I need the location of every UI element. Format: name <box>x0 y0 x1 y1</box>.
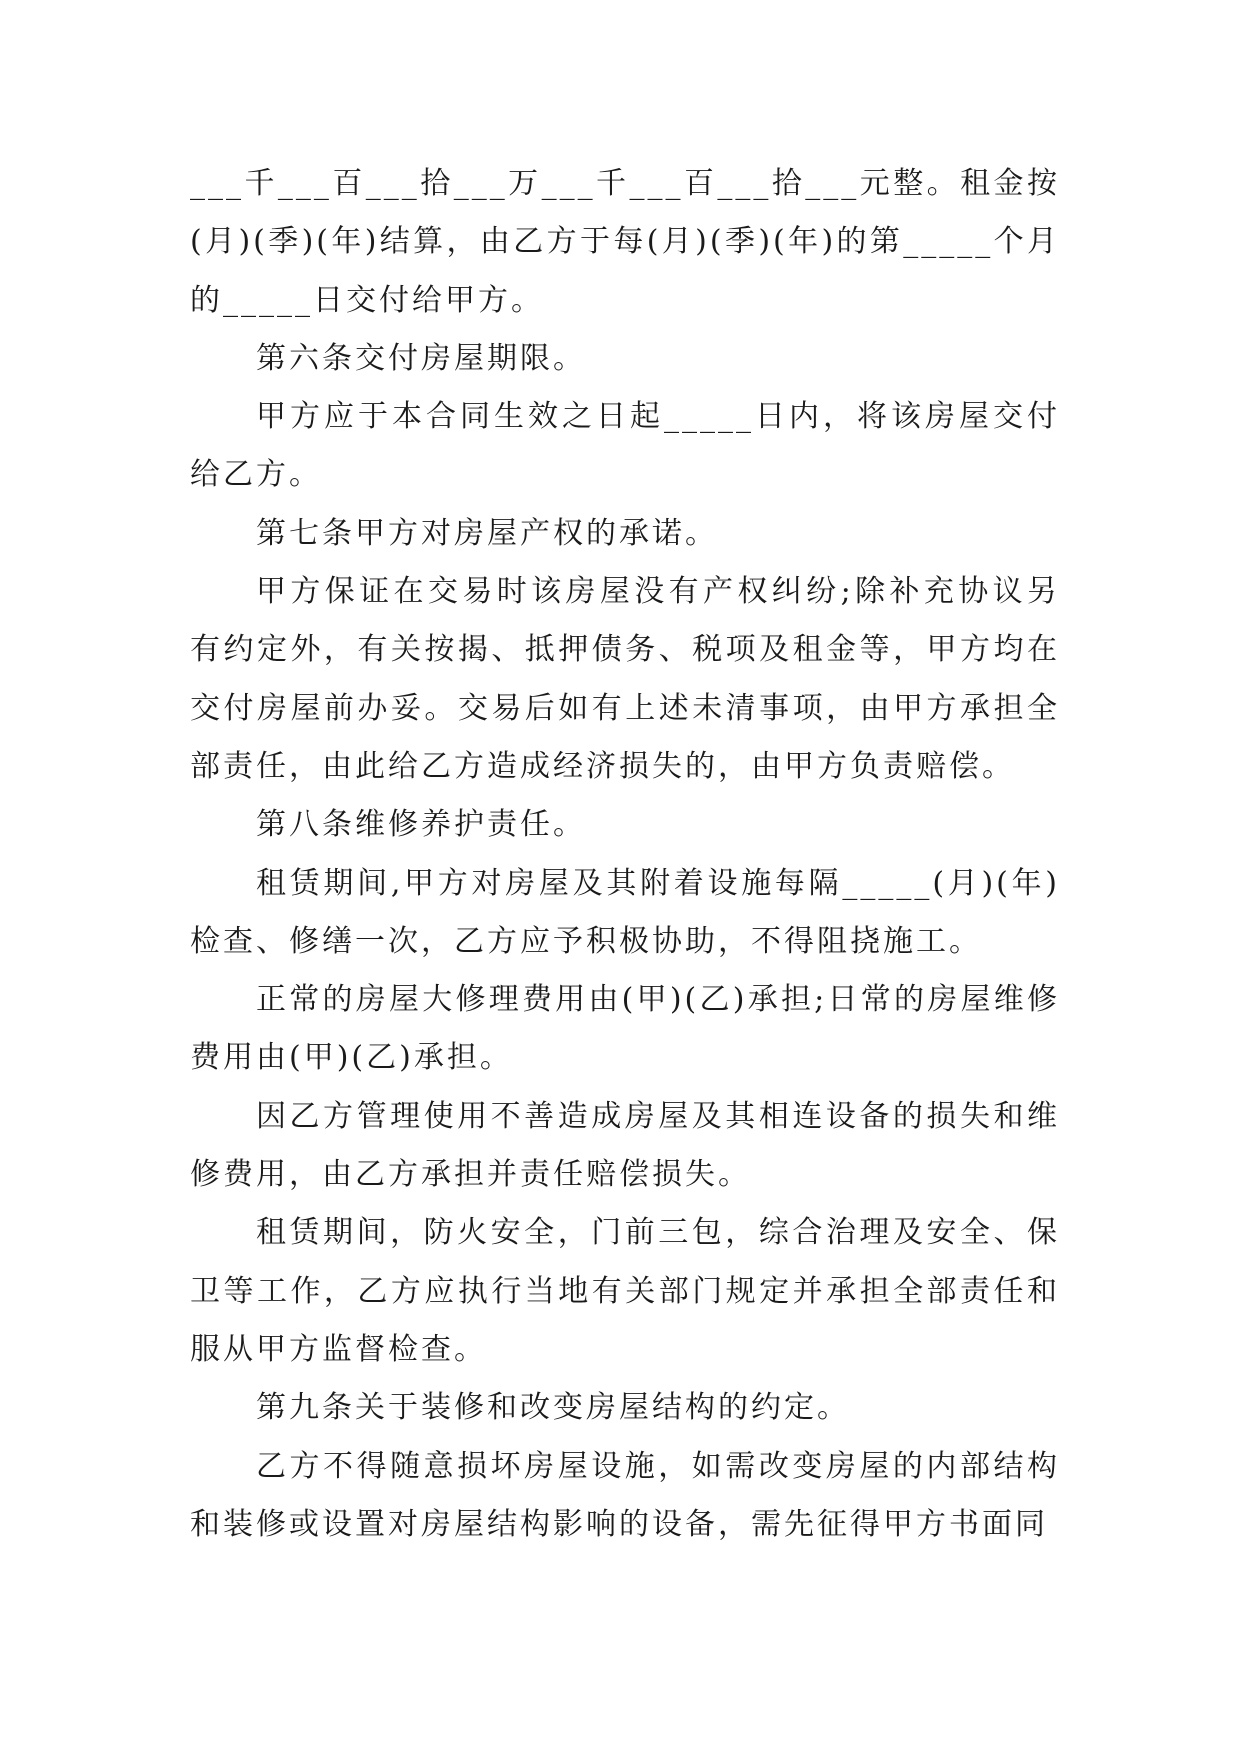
paragraph-delivery-deadline: 甲方应于本合同生效之日起_____日内，将该房屋交付给乙方。 <box>190 399 1060 493</box>
heading-article-9: 第九条关于装修和改变房屋结构的约定。 <box>256 1390 850 1426</box>
paragraph-safety-duties: 租赁期间，防火安全，门前三包，综合治理及安全、保卫等工作，乙方应执行当地有关部门规定并承担全部责任和服从甲方监督检查。 <box>190 1215 1060 1367</box>
paragraph-rent-payment: ___千___百___拾___万___千___百___拾___元整。租金按(月)(季)(年)结算，由乙方于每(月)(季)(年)的第_____个月的_____日交付给甲方。 <box>190 166 1060 318</box>
heading-article-6: 第六条交付房屋期限。 <box>256 340 586 376</box>
paragraph-damage-liability: 因乙方管理使用不善造成房屋及其相连设备的损失和维修费用，由乙方承担并责任赔偿损失。 <box>190 1098 1060 1193</box>
paragraph-repair-costs: 正常的房屋大修理费用由(甲)(乙)承担;日常的房屋维修费用由(甲)(乙)承担。 <box>190 982 1060 1076</box>
heading-article-8: 第八条维修养护责任。 <box>256 807 586 843</box>
paragraph-renovation: 乙方不得随意损坏房屋设施，如需改变房屋的内部结构和装修或设置对房屋结构影响的设备，需先征得甲方书面同 <box>190 1448 1060 1542</box>
contract-body <box>190 155 1060 1554</box>
paragraph-inspection: 租赁期间,甲方对房屋及其附着设施每隔_____(月)(年)检查、修缮一次，乙方应予积极协助，不得阻挠施工。 <box>190 865 1060 959</box>
paragraph-property-rights: 甲方保证在交易时该房屋没有产权纠纷;除补充协议另有约定外，有关按揭、抵押债务、税项及租金等，甲方均在交付房屋前办妥。交易后如有上述未清事项，由甲方承担全部责任，由此给乙方造成经济损失的，由甲方负责赔偿。 <box>190 574 1060 784</box>
heading-article-7: 第七条甲方对房屋产权的承诺。 <box>256 515 718 551</box>
